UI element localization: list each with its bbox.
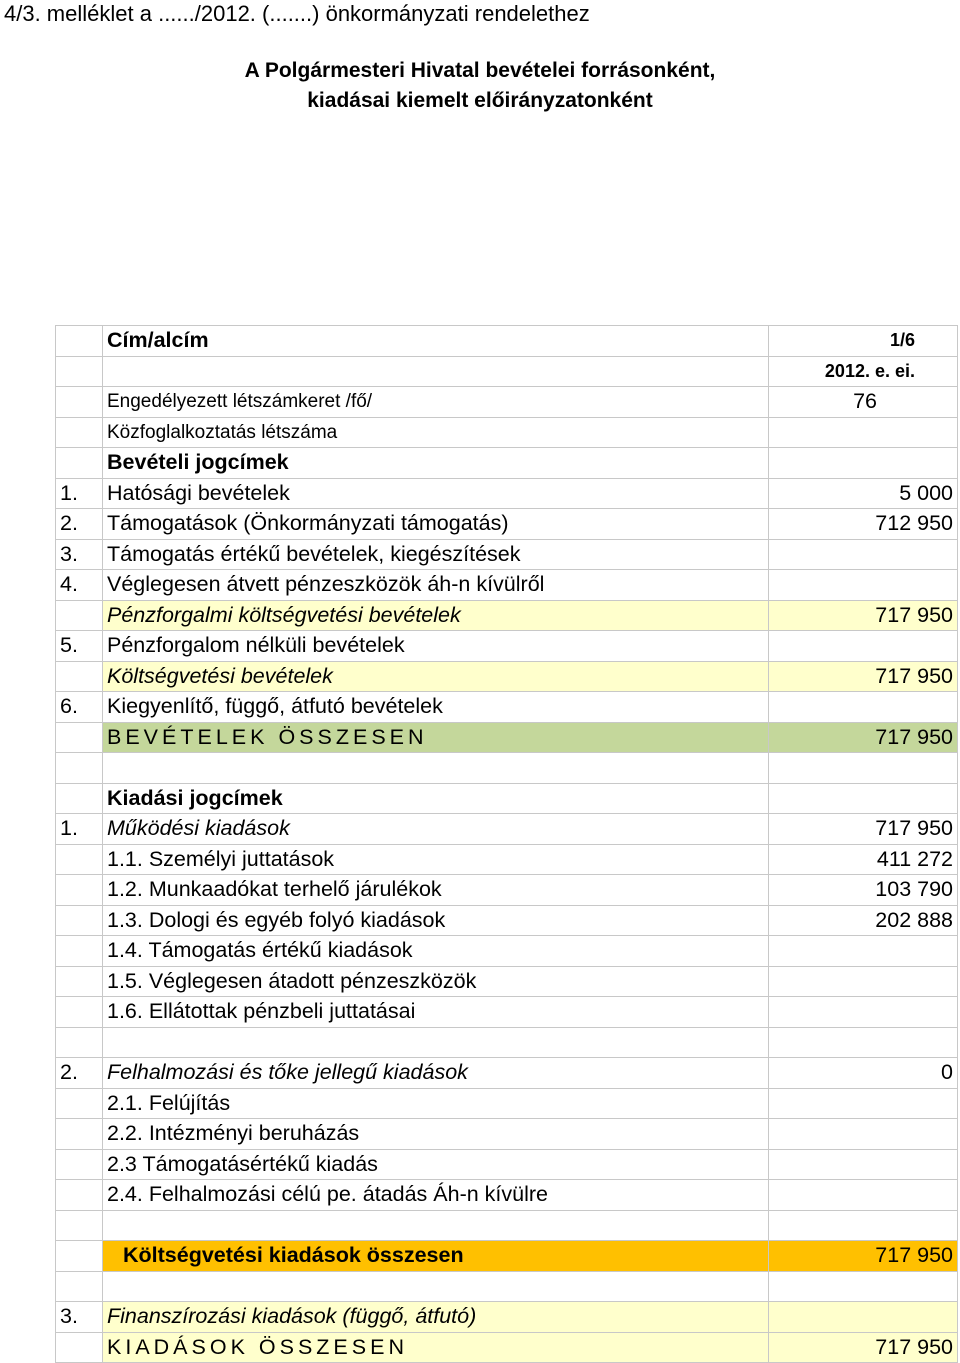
table-row-revenue-total xyxy=(56,722,958,753)
row-value: 717 950 xyxy=(769,661,958,692)
attachment-reference: 4/3. melléklet a ....../2012. (.......) önkormányzati rendelethez xyxy=(4,1,590,26)
row-label: Támogatások (Önkormányzati támogatás) xyxy=(103,509,769,540)
table-row xyxy=(56,844,958,875)
table-row xyxy=(56,936,958,967)
row-number xyxy=(56,905,103,936)
row-number xyxy=(56,356,103,387)
row-label: Kiegyenlítő, függő, átfutó bevételek xyxy=(103,692,769,723)
row-value xyxy=(769,753,958,784)
budget-table xyxy=(55,325,958,1363)
row-value xyxy=(769,692,958,723)
table-row xyxy=(56,631,958,662)
row-label: 2.2. Intézményi beruházás xyxy=(103,1119,769,1150)
row-value: 103 790 xyxy=(769,875,958,906)
table-row xyxy=(56,539,958,570)
row-label xyxy=(103,1271,769,1302)
document-title-line1: A Polgármesteri Hivatal bevételei forrásonként, xyxy=(244,59,716,82)
table-row xyxy=(56,1302,958,1333)
row-label: 1.6. Ellátottak pénzbeli juttatásai xyxy=(103,997,769,1028)
row-value xyxy=(769,966,958,997)
row-number xyxy=(56,722,103,753)
cim-label: Cím/alcím xyxy=(103,326,769,357)
table-row-expenditure-total xyxy=(56,1332,958,1363)
row-number xyxy=(56,753,103,784)
row-value xyxy=(769,997,958,1028)
row-number: 5. xyxy=(56,631,103,662)
row-value: 717 950 xyxy=(769,814,958,845)
table-row xyxy=(56,478,958,509)
table-row-empty xyxy=(56,1027,958,1058)
section-heading-expenditure: Kiadási jogcímek xyxy=(103,783,769,814)
table-row xyxy=(56,448,958,479)
row-number xyxy=(56,387,103,418)
row-label xyxy=(103,1210,769,1241)
row-value xyxy=(769,1210,958,1241)
row-number xyxy=(56,783,103,814)
row-label: Véglegesen átvett pénzeszközök áh-n kívülről xyxy=(103,570,769,601)
cim-value: 1/6 xyxy=(769,326,958,357)
expenditure-subtotal-label: Költségvetési kiadások összesen xyxy=(103,1241,769,1272)
table-row-subtotal xyxy=(56,600,958,631)
row-number xyxy=(56,936,103,967)
table-row xyxy=(56,1180,958,1211)
row-value xyxy=(769,631,958,662)
row-label: Működési kiadások xyxy=(103,814,769,845)
table-row xyxy=(56,1119,958,1150)
row-number xyxy=(56,1210,103,1241)
row-value xyxy=(769,539,958,570)
row-number xyxy=(56,844,103,875)
row-number xyxy=(56,1241,103,1272)
year-label: 2012. e. ei. xyxy=(769,356,958,387)
row-value xyxy=(769,570,958,601)
table-row xyxy=(56,783,958,814)
table-row xyxy=(56,1088,958,1119)
row-value: 5 000 xyxy=(769,478,958,509)
row-value xyxy=(769,1088,958,1119)
table-row-empty xyxy=(56,1210,958,1241)
table-row xyxy=(56,997,958,1028)
row-number xyxy=(56,875,103,906)
table-row xyxy=(56,1058,958,1089)
row-value: 717 950 xyxy=(769,600,958,631)
table-row xyxy=(56,1149,958,1180)
row-number xyxy=(56,997,103,1028)
row-number: 2. xyxy=(56,1058,103,1089)
table-row-year xyxy=(56,356,958,387)
table-row xyxy=(56,966,958,997)
row-value xyxy=(769,1302,958,1333)
section-heading-revenue: Bevételi jogcímek xyxy=(103,448,769,479)
revenue-total-label: BEVÉTELEK ÖSSZESEN xyxy=(103,722,769,753)
table-row xyxy=(56,387,958,418)
row-number: 3. xyxy=(56,1302,103,1333)
table-row xyxy=(56,570,958,601)
row-value xyxy=(769,417,958,448)
row-label: 1.4. Támogatás értékű kiadások xyxy=(103,936,769,967)
expenditure-subtotal-value: 717 950 xyxy=(769,1241,958,1272)
row-number xyxy=(56,1332,103,1363)
row-label: 1.5. Véglegesen átadott pénzeszközök xyxy=(103,966,769,997)
row-number xyxy=(56,661,103,692)
row-value xyxy=(769,1027,958,1058)
table-row xyxy=(56,417,958,448)
row-label: Támogatás értékű bevételek, kiegészítések xyxy=(103,539,769,570)
row-label: 1.2. Munkaadókat terhelő járulékok xyxy=(103,875,769,906)
row-number: 3. xyxy=(56,539,103,570)
row-label: Pénzforgalmi költségvetési bevételek xyxy=(103,600,769,631)
row-number: 4. xyxy=(56,570,103,601)
table-row xyxy=(56,509,958,540)
row-label: 2.4. Felhalmozási célú pe. átadás Áh-n kívülre xyxy=(103,1180,769,1211)
row-number xyxy=(56,1271,103,1302)
row-number xyxy=(56,1149,103,1180)
row-label: 1.3. Dologi és egyéb folyó kiadások xyxy=(103,905,769,936)
row-value xyxy=(769,1180,958,1211)
row-label: Közfoglalkoztatás létszáma xyxy=(103,417,769,448)
row-number: 6. xyxy=(56,692,103,723)
row-value xyxy=(769,1149,958,1180)
row-label xyxy=(103,356,769,387)
row-value xyxy=(769,936,958,967)
table-row-empty xyxy=(56,1271,958,1302)
row-label xyxy=(103,753,769,784)
row-number xyxy=(56,1119,103,1150)
row-label: Hatósági bevételek xyxy=(103,478,769,509)
row-label xyxy=(103,1027,769,1058)
row-value xyxy=(769,783,958,814)
row-label: 1.1. Személyi juttatások xyxy=(103,844,769,875)
revenue-total-value: 717 950 xyxy=(769,722,958,753)
row-number: 2. xyxy=(56,509,103,540)
expenditure-total-label: KIADÁSOK ÖSSZESEN xyxy=(103,1332,769,1363)
row-number xyxy=(56,1088,103,1119)
row-number: 1. xyxy=(56,478,103,509)
row-label: 2.3 Támogatásértékű kiadás xyxy=(103,1149,769,1180)
expenditure-total-value: 717 950 xyxy=(769,1332,958,1363)
row-label: Pénzforgalom nélküli bevételek xyxy=(103,631,769,662)
row-value: 712 950 xyxy=(769,509,958,540)
row-value xyxy=(769,448,958,479)
document-title-line2: kiadásai kiemelt előirányzatonként xyxy=(307,89,653,112)
row-number: 1. xyxy=(56,814,103,845)
row-number xyxy=(56,448,103,479)
table-row xyxy=(56,875,958,906)
row-number xyxy=(56,326,103,357)
table-row-cim xyxy=(56,326,958,357)
table-row-subtotal xyxy=(56,661,958,692)
row-number xyxy=(56,1180,103,1211)
table-row-empty xyxy=(56,753,958,784)
row-value xyxy=(769,1119,958,1150)
row-number xyxy=(56,600,103,631)
row-number xyxy=(56,966,103,997)
row-value: 76 xyxy=(769,387,958,418)
table-row xyxy=(56,814,958,845)
table-row-expenditure-subtotal xyxy=(56,1241,958,1272)
row-label: Engedélyezett létszámkeret /fő/ xyxy=(103,387,769,418)
row-label: 2.1. Felújítás xyxy=(103,1088,769,1119)
row-value xyxy=(769,1271,958,1302)
row-label: Finanszírozási kiadások (függő, átfutó) xyxy=(103,1302,769,1333)
table-row xyxy=(56,905,958,936)
row-number xyxy=(56,417,103,448)
row-number xyxy=(56,1027,103,1058)
row-value: 0 xyxy=(769,1058,958,1089)
table-row xyxy=(56,692,958,723)
row-label: Felhalmozási és tőke jellegű kiadások xyxy=(103,1058,769,1089)
row-label: Költségvetési bevételek xyxy=(103,661,769,692)
row-value: 202 888 xyxy=(769,905,958,936)
row-value: 411 272 xyxy=(769,844,958,875)
